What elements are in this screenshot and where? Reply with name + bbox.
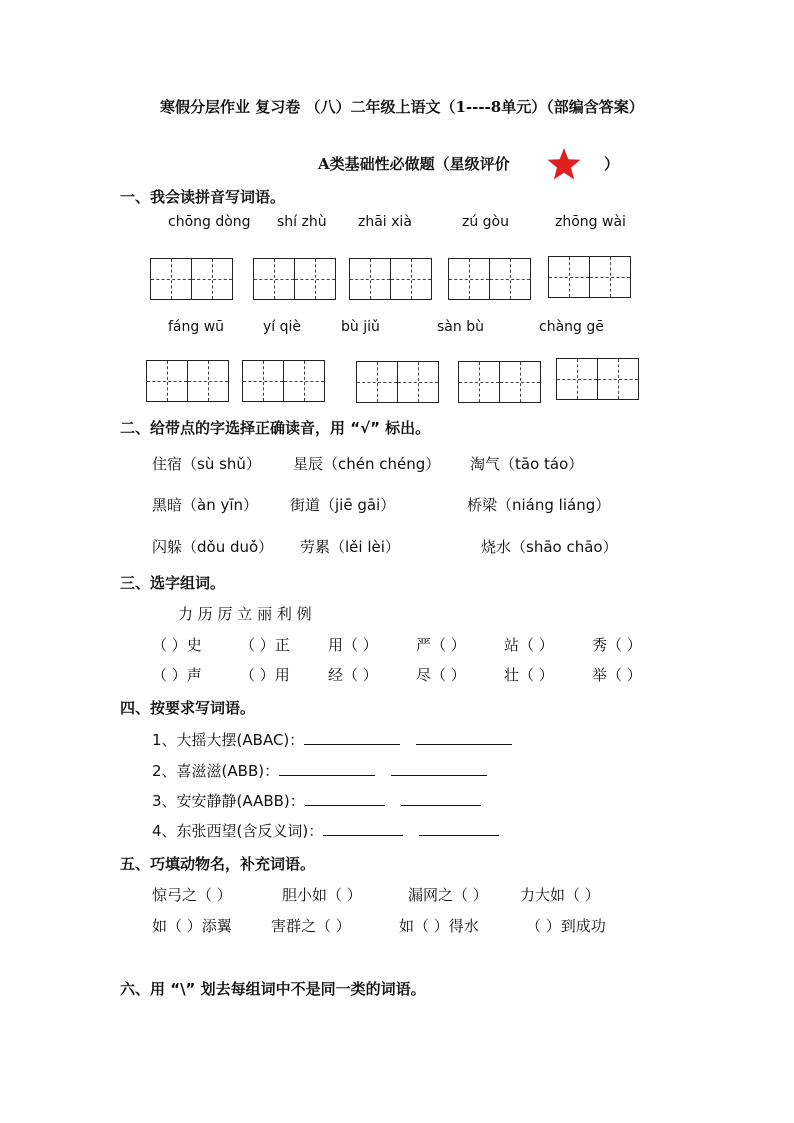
answer-line[interactable]: [416, 730, 512, 745]
section-6-heading: 六、用 “\” 划去每组词中不是同一类的词语。: [120, 980, 426, 998]
char-options: 力 历 厉 立 丽 利 例: [178, 605, 312, 623]
pinyin-9: sàn bù: [437, 319, 484, 335]
answer-line[interactable]: [419, 821, 499, 836]
section-4-heading: 四、按要求写词语。: [120, 699, 256, 717]
writing-grid[interactable]: [356, 361, 438, 403]
writing-grid[interactable]: [458, 361, 540, 403]
reading-item[interactable]: 烧水（shāo chāo）: [481, 538, 618, 556]
write-item: [152, 820, 499, 841]
write-item-label: 4、东张西望(含反义词)：: [152, 822, 324, 840]
animal-blank[interactable]: 如（ ）得水: [399, 917, 479, 935]
reading-item[interactable]: 淘气（tāo táo）: [470, 455, 584, 473]
write-item-label: 1、大摇大摆(ABAC)：: [152, 731, 305, 749]
word-blank[interactable]: 秀（ ）: [592, 636, 642, 654]
pinyin-3: zhāi xià: [358, 214, 412, 230]
writing-grid[interactable]: [448, 258, 530, 300]
reading-item[interactable]: 黑暗（àn yīn）: [152, 496, 259, 514]
answer-line[interactable]: [323, 821, 403, 836]
reading-item[interactable]: 星辰（chén chéng）: [293, 455, 441, 473]
pinyin-8: bù jiǔ: [341, 319, 380, 335]
writing-grid[interactable]: [548, 256, 630, 298]
subtitle: A类基础性必做题（星级评价: [318, 155, 510, 173]
answer-line[interactable]: [304, 730, 400, 745]
section-1-heading: 一、我会读拼音写词语。: [120, 188, 286, 206]
animal-blank[interactable]: 惊弓之（ ）: [152, 886, 232, 904]
answer-line[interactable]: [279, 761, 375, 776]
writing-grid[interactable]: [242, 360, 324, 402]
page-title: 寒假分层作业 复习卷 （八）二年级上语文（1----8单元）（部编含答案）: [160, 98, 644, 116]
word-blank[interactable]: 经（ ）: [328, 666, 378, 684]
reading-item[interactable]: 桥梁（niáng liáng）: [467, 496, 611, 514]
section-3-heading: 三、选字组词。: [120, 574, 226, 592]
word-blank[interactable]: （ ）正: [240, 636, 290, 654]
writing-grid[interactable]: [253, 258, 335, 300]
write-item: [152, 760, 487, 781]
writing-grid[interactable]: [349, 258, 431, 300]
pinyin-5: zhōng wài: [555, 214, 626, 230]
word-blank[interactable]: （ ）用: [240, 666, 290, 684]
pinyin-1: chōng dòng: [168, 214, 251, 230]
subtitle-close: ）: [604, 155, 620, 173]
word-blank[interactable]: 严（ ）: [416, 636, 466, 654]
write-item-label: 3、安安静静(AABB)：: [152, 792, 305, 810]
word-blank[interactable]: 用（ ）: [328, 636, 378, 654]
reading-item[interactable]: 住宿（sù shǔ）: [152, 455, 261, 473]
pinyin-4: zú gòu: [462, 214, 509, 230]
answer-line[interactable]: [401, 791, 481, 806]
word-blank[interactable]: 站（ ）: [504, 636, 554, 654]
star-icon: [546, 147, 582, 181]
word-blank[interactable]: （ ）声: [152, 666, 202, 684]
word-blank[interactable]: 尽（ ）: [416, 666, 466, 684]
word-blank[interactable]: 壮（ ）: [504, 666, 554, 684]
animal-blank[interactable]: 如（ ）添翼: [152, 917, 232, 935]
answer-line[interactable]: [305, 791, 385, 806]
writing-grid[interactable]: [556, 358, 638, 400]
word-blank[interactable]: 举（ ）: [592, 666, 642, 684]
reading-item[interactable]: 劳累（lěi lèi）: [300, 538, 400, 556]
write-item: [152, 790, 481, 811]
animal-blank[interactable]: 胆小如（ ）: [282, 886, 362, 904]
section-5-heading: 五、巧填动物名，补充词语。: [120, 855, 316, 873]
write-item: [152, 729, 512, 750]
writing-grid[interactable]: [150, 258, 232, 300]
write-item-label: 2、喜滋滋(ABB)：: [152, 762, 280, 780]
reading-item[interactable]: 闪躲（dǒu duǒ）: [152, 538, 274, 556]
animal-blank[interactable]: （ ）到成功: [526, 917, 606, 935]
animal-blank[interactable]: 害群之（ ）: [271, 917, 351, 935]
animal-blank[interactable]: 力大如（ ）: [520, 886, 600, 904]
pinyin-6: fáng wū: [168, 319, 225, 335]
writing-grid[interactable]: [146, 360, 228, 402]
reading-item[interactable]: 街道（jiē gāi）: [290, 496, 396, 514]
word-blank[interactable]: （ ）史: [152, 636, 202, 654]
pinyin-10: chàng gē: [539, 319, 604, 335]
answer-line[interactable]: [391, 761, 487, 776]
section-2-heading: 二、给带点的字选择正确读音，用 “√” 标出。: [120, 419, 431, 437]
pinyin-2: shí zhù: [277, 214, 327, 230]
animal-blank[interactable]: 漏网之（ ）: [408, 886, 488, 904]
pinyin-7: yí qiè: [263, 319, 302, 335]
